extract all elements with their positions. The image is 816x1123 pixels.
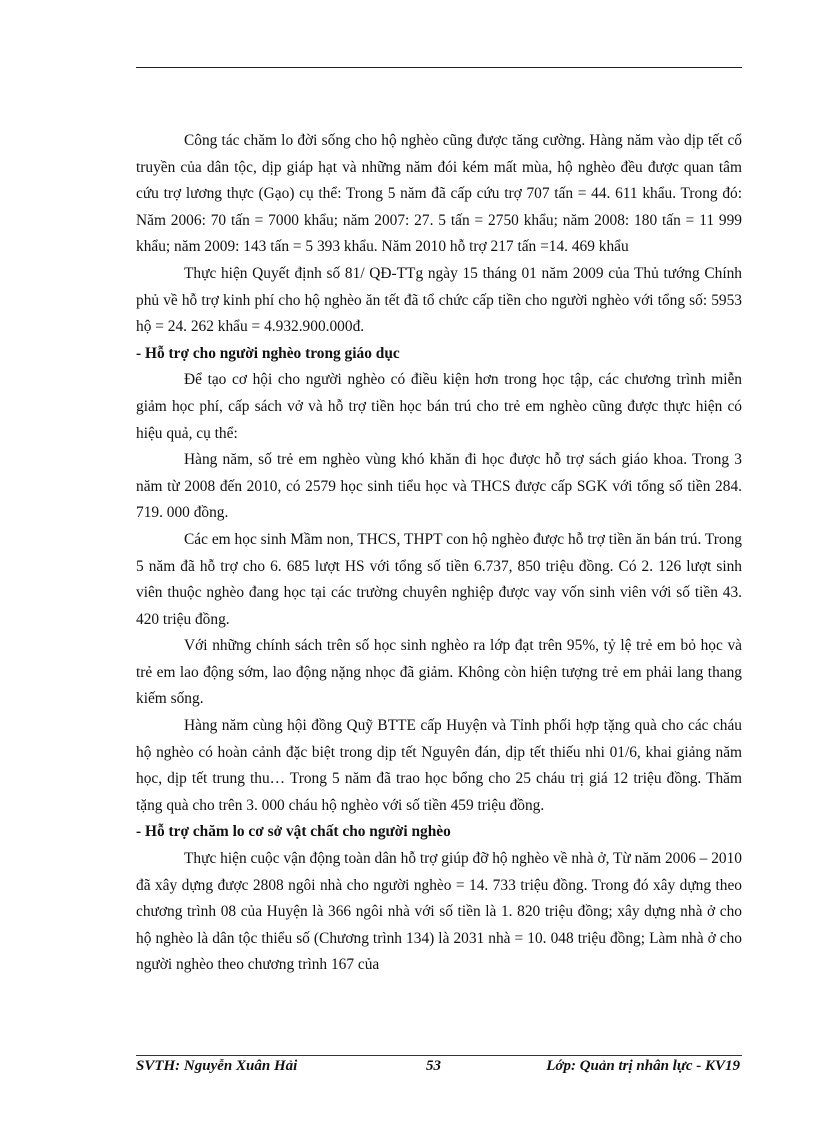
- paragraph-textbooks: Hàng năm, số trẻ em nghèo vùng khó khăn đi học được hỗ trợ sách giáo khoa. Trong 3 năm từ 2008 đến 2010, có 2579 học sinh tiểu học và THCS được cấp SGK với tổng số tiền 284. 719. 000 đồng.: [136, 451, 742, 522]
- paragraph-tet-support: Thực hiện Quyết định số 81/ QĐ-TTg ngày 15 tháng 01 năm 2009 của Thủ tướng Chính phủ về hỗ trợ kinh phí cho hộ nghèo ăn tết đã tổ chức cấp tiền cho người nghèo với tổng số: 5953 hộ = 24. 262 khẩu = 4.932.900.000đ.: [136, 264, 742, 336]
- header-divider: [136, 67, 742, 68]
- section-heading-education: - Hỗ trợ cho người nghèo trong giáo dục: [136, 344, 400, 362]
- section-heading-housing: - Hỗ trợ chăm lo cơ sở vật chất cho người nghèo: [136, 823, 451, 841]
- paragraph-enrollment: Với những chính sách trên số học sinh nghèo ra lớp đạt trên 95%, tỷ lệ trẻ em bỏ học và trẻ em lao động sớm, lao động nặng nhọc đã giảm. Không còn hiện tượng trẻ em phải lang thang kiếm sống.: [136, 637, 742, 708]
- footer-class: Lớp: Quản trị nhân lực - KV19: [546, 1058, 740, 1074]
- page-footer: [136, 1058, 742, 1080]
- paragraph-education-intro: Để tạo cơ hội cho người nghèo có điều kiện hơn trong học tập, các chương trình miễn giảm học phí, cấp sách vở và hỗ trợ tiền học bán trú cho trẻ em nghèo cũng được thực hiện có hiệu quả, cụ thể:: [136, 371, 742, 442]
- footer-divider: [136, 1055, 742, 1056]
- paragraph-housing: Thực hiện cuộc vận động toàn dân hỗ trợ giúp đỡ hộ nghèo về nhà ở, Từ năm 2006 – 2010 đã xây dựng được 2808 ngôi nhà cho người nghèo = 14. 733 triệu đồng. Trong đó xây dựng theo chương trình 08 của Huyện là 366 ngôi nhà với số tiền là 1. 820 triệu đồng; xây dựng nhà ở cho hộ nghèo là dân tộc thiểu số (Chương trình 134) là 2031 nhà = 10. 048 triệu đồng; Làm nhà ở cho người nghèo theo chương trình 167 của: [136, 850, 742, 974]
- page-body: [136, 128, 742, 979]
- footer-author: SVTH: Nguyễn Xuân Hải: [136, 1058, 298, 1074]
- paragraph-boarding-meals: Các em học sinh Mầm non, THCS, THPT con hộ nghèo được hỗ trợ tiền ăn bán trú. Trong 5 năm đã hỗ trợ cho 6. 685 lượt HS với tổng số tiền 6.737, 850 triệu đồng. Có 2. 126 lượt sinh viên thuộc nghèo đang học tại các trường chuyên nghiệp được vay vốn sinh viên với số tiền 43. 420 triệu đồng.: [136, 530, 742, 628]
- page-number: 53: [426, 1058, 441, 1074]
- paragraph-food-aid: Công tác chăm lo đời sống cho hộ nghèo cũng được tăng cường. Hàng năm vào dịp tết cổ truyền của dân tộc, dịp giáp hạt và những năm đói kém mất mùa, hộ nghèo đều được quan tâm cứu trợ lương thực (Gạo) cụ thể: Trong 5 năm đã cấp cứu trợ 707 tấn = 44. 611 khẩu. Trong đó: Năm 2006: 70 tấn = 7000 khẩu; năm 2007: 27. 5 tấn = 2750 khẩu; năm 2008: 180 tấn = 11 999 khẩu; năm 2009: 143 tấn = 5 393 khẩu. Năm 2010 hỗ trợ 217 tấn =14. 469 khẩu: [136, 132, 742, 256]
- paragraph-gifts: Hàng năm cùng hội đồng Quỹ BTTE cấp Huyện và Tỉnh phối hợp tặng quà cho các cháu hộ nghèo có hoàn cảnh đặc biệt trong dịp tết Nguyên đán, dịp tết thiếu nhi 01/6, khai giảng năm học, dịp tết trung thu… Trong 5 năm đã trao học bổng cho 25 cháu trị giá 12 triệu đồng. Thăm tặng quà cho trên 3. 000 cháu hộ nghèo với số tiền 459 triệu đồng.: [136, 717, 742, 814]
